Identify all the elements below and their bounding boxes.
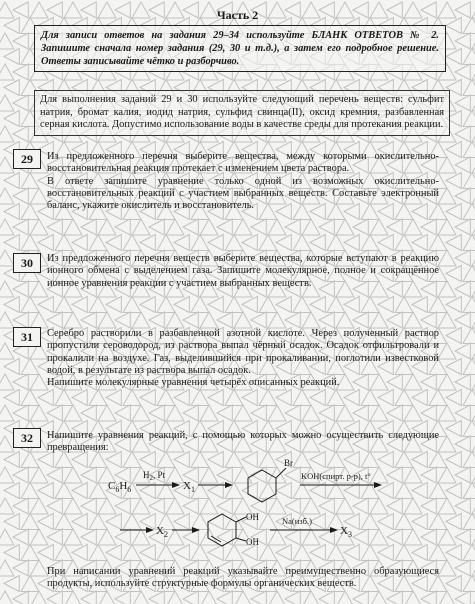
cyclohexenediol-ring — [208, 514, 236, 546]
scheme-br-label: Br — [284, 458, 293, 468]
scheme-arrow-3-head — [374, 482, 382, 488]
question-number-32: 32 — [13, 428, 41, 448]
question-31-paragraph-2: Напишите молекулярные уравнения четырёх описанных реакций. — [47, 377, 340, 389]
oh-bond-1 — [236, 517, 246, 522]
bromocyclohexane-ring — [248, 470, 276, 502]
bromine-bond — [276, 468, 286, 478]
substances-info-box: Для выполнения заданий 29 и 30 используйте следующий перечень веществ: сульфит натрия, бромат калия, иодид натрия, сульфид свинца(II), оксид кремния, разбавленная серная кислота. Допустимо использование воды в качестве среды для протекания реакции. — [34, 90, 450, 136]
scheme-arrow-6-label: Na(изб.) — [282, 516, 312, 526]
question-number-31: 31 — [13, 327, 41, 347]
question-32-footer-text: При написании уравнений реакций указывайте преимущественно образующиеся продукты, используйте структурные формулы органических веществ. — [47, 566, 439, 590]
scheme-x2: $X_2$ — [156, 525, 168, 539]
instruction-box: Для записи ответов на задания 29–34 используйте БЛАНК ОТВЕТОВ № 2. Запишите сначала номер задания (29, 30 и т.д.), а затем его подробное решение. Ответы записывайте чётко и разборчиво. — [34, 25, 446, 72]
scheme-arrow-1-label: $H_2$, Pt — [143, 470, 166, 482]
scheme-x1: $X_1$ — [183, 480, 195, 494]
question-32-footer — [47, 566, 439, 591]
scheme-x3: $X_3$ — [340, 525, 352, 539]
part-title: Часть 2 — [216, 8, 259, 22]
scheme-arrow-4-head — [146, 527, 154, 533]
scheme-arrow-2-head — [225, 482, 233, 488]
scheme-arrow-6-head — [330, 527, 338, 533]
question-32-paragraph-1: Напишите уравнения реакций, с помощью которых можно осуществить следующие превращения: — [47, 430, 439, 454]
scheme-oh-label-1: OH — [246, 512, 259, 522]
scheme-arrow-5-head — [192, 527, 200, 533]
scheme-arrow-1-head — [172, 482, 180, 488]
question-29-paragraph-1: Из предложенного перечня выберите вещества, между которыми окислительно-восстановительная реакция протекает с изменением цвета раствора. — [47, 151, 439, 175]
question-30-paragraph-1: Из предложенного перечня веществ выберите вещества, которые вступают в реакцию ионного обмена с выделением газа. Запишите молекулярное, полное и сокращённое ионное уравнения реакции с участием выбранных веществ. — [47, 253, 439, 289]
question-31-paragraph-1: Серебро растворили в разбавленной азотной кислоте. Через полученный раствор пропустили сероводород, из раствора выпал чёрный осадок. Осадок отфильтровали и прокалили на воздухе. Газ, выделившийся при прокаливании, поглотили известковой водой, в результате из раствора выпал осадок. — [47, 328, 439, 376]
scheme-start-formula: $C_6H_6$ — [108, 480, 132, 494]
question-number-29: 29 — [13, 149, 41, 169]
scheme-oh-label-2: OH — [246, 537, 259, 547]
oh-bond-2 — [236, 538, 246, 541]
scheme-arrow-3-label: KOH(спирт. р-р), t° — [301, 471, 371, 481]
question-number-30: 30 — [13, 253, 41, 273]
question-29-paragraph-2: В ответе запишите уравнение только одной из возможных окислительно-восстановительных реакций с участием выбранных веществ. Составьте электронный баланс, укажите окислитель и восстановитель. — [47, 175, 439, 212]
